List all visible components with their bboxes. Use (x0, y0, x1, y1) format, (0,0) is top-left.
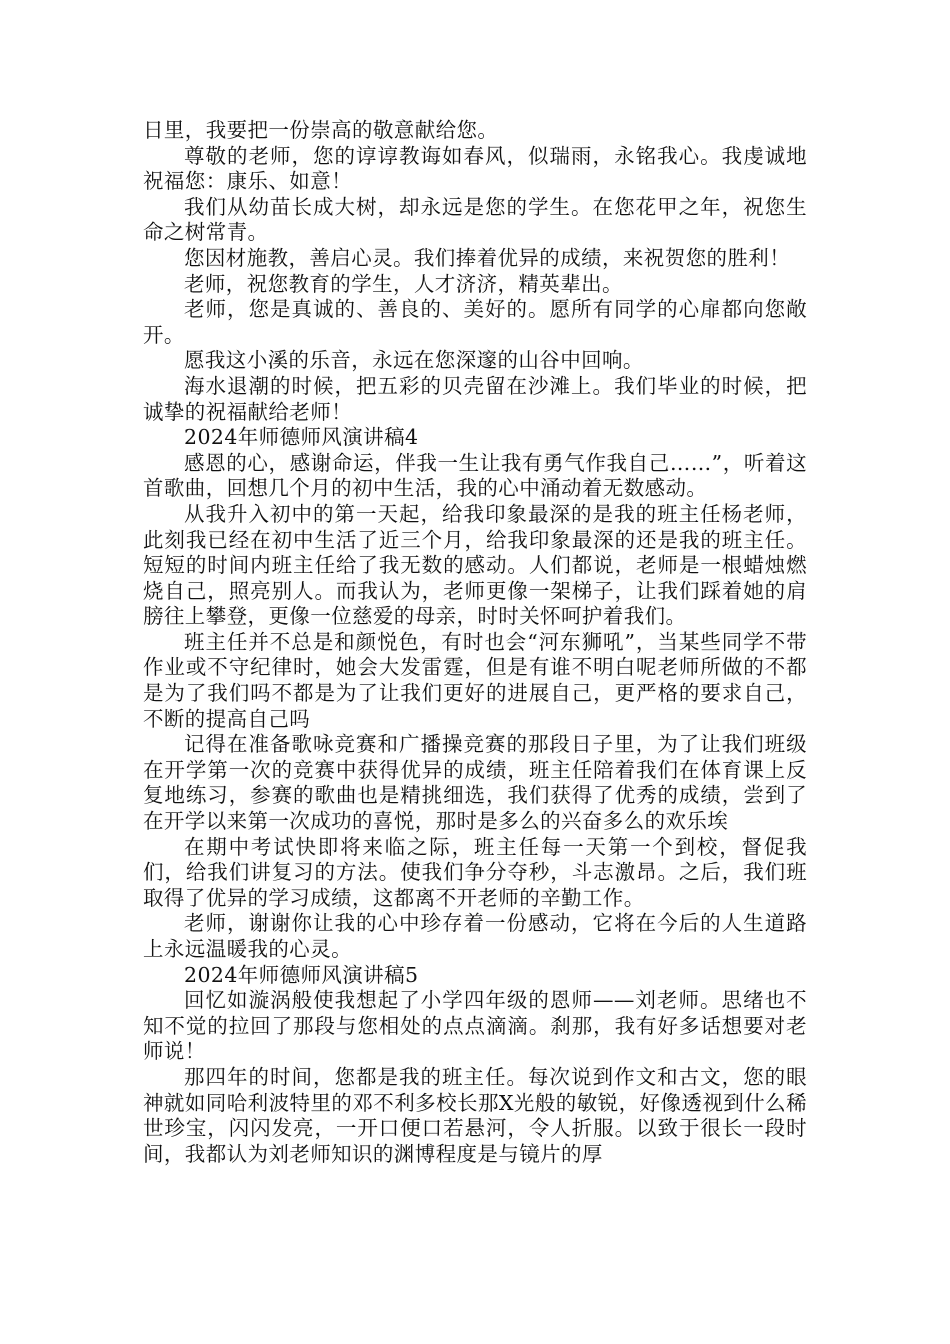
paragraph: 班主任并不总是和颜悦色，有时也会“河东狮吼”，当某些同学不带作业或不守纪律时，她会大发雷霆，但是有谁不明白呢老师所做的不都是为了我们吗不都是为了让我们更好的进展自己，更严格的要求自己，不断的提高自己吗 (143, 629, 807, 731)
paragraph: 尊敬的老师，您的谆谆教诲如春风，似瑞雨，永铭我心。我虔诚地祝福您：康乐、如意！ (143, 143, 807, 194)
section-heading: 2024年师德师风演讲稿4 (184, 425, 419, 450)
paragraph: 我们从幼苗长成大树，却永远是您的学生。在您花甲之年，祝您生命之树常青。 (143, 194, 807, 245)
paragraph: 老师，您是真诚的、善良的、美好的。愿所有同学的心扉都向您敞开。 (143, 297, 807, 347)
paragraph: 回忆如漩涡般使我想起了小学四年级的恩师——刘老师。思绪也不知不觉的拉回了那段与您相处的点点滴滴。刹那，我有好多话想要对老师说！ (143, 988, 807, 1064)
paragraph: 海水退潮的时候，把五彩的贝壳留在沙滩上。我们毕业的时候，把诚挚的祝福献给老师！ (143, 373, 807, 424)
paragraph: 老师，祝您教育的学生，人才济济，精英辈出。 (184, 271, 623, 296)
paragraph: 从我升入初中的第一天起，给我印象最深的是我的班主任杨老师，此刻我已经在初中生活了近三个月，给我印象最深的还是我的班主任。短短的时间内班主任给了我无数的感动。人们都说，老师是一根蜡烛燃烧自己，照亮别人。而我认为，老师更像一架梯子，让我们踩着她的肩膀往上攀登，更像一位慈爱的母亲，时时关怀呵护着我们。 (143, 501, 807, 629)
document-body (143, 118, 807, 1167)
paragraph: 老师，谢谢你让我的心中珍存着一份感动，它将在今后的人生道路上永远温暖我的心灵。 (143, 911, 807, 961)
paragraph: 愿我这小溪的乐音，永远在您深邃的山谷中回响。 (184, 348, 644, 373)
paragraph: 您因材施教，善启心灵。我们捧着优异的成绩，来祝贺您的胜利！ (184, 245, 791, 270)
section-heading: 2024年师德师风演讲稿5 (184, 962, 419, 987)
paragraph: 那四年的时间，您都是我的班主任。每次说到作文和古文，您的眼神就如同哈利波特里的邓不利多校长那X光般的敏锐，好像透视到什么稀世珍宝，闪闪发亮，一开口便口若悬河，令人折服。以致于很长一段时间，我都认为刘老师知识的渊博程度是与镜片的厚 (143, 1064, 807, 1166)
paragraph: 日里，我要把一份崇高的敬意献给您。 (143, 118, 499, 142)
paragraph: 在期中考试快即将来临之际，班主任每一天第一个到校，督促我们，给我们讲复习的方法。使我们争分夺秒，斗志激昂。之后，我们班取得了优异的学习成绩，这都离不开老师的辛勤工作。 (143, 834, 807, 910)
paragraph: 记得在准备歌咏竞赛和广播操竞赛的那段日子里，为了让我们班级在开学第一次的竞赛中获得优异的成绩，班主任陪着我们在体育课上反复地练习，参赛的歌曲也是精挑细选，我们获得了优秀的成绩，尝到了在开学以来第一次成功的喜悦，那时是多么的兴奋多么的欢乐埃 (143, 732, 807, 834)
paragraph: 感恩的心，感谢命运，伴我一生让我有勇气作我自己……”，听着这首歌曲，回想几个月的初中生活，我的心中涌动着无数感动。 (143, 450, 807, 501)
